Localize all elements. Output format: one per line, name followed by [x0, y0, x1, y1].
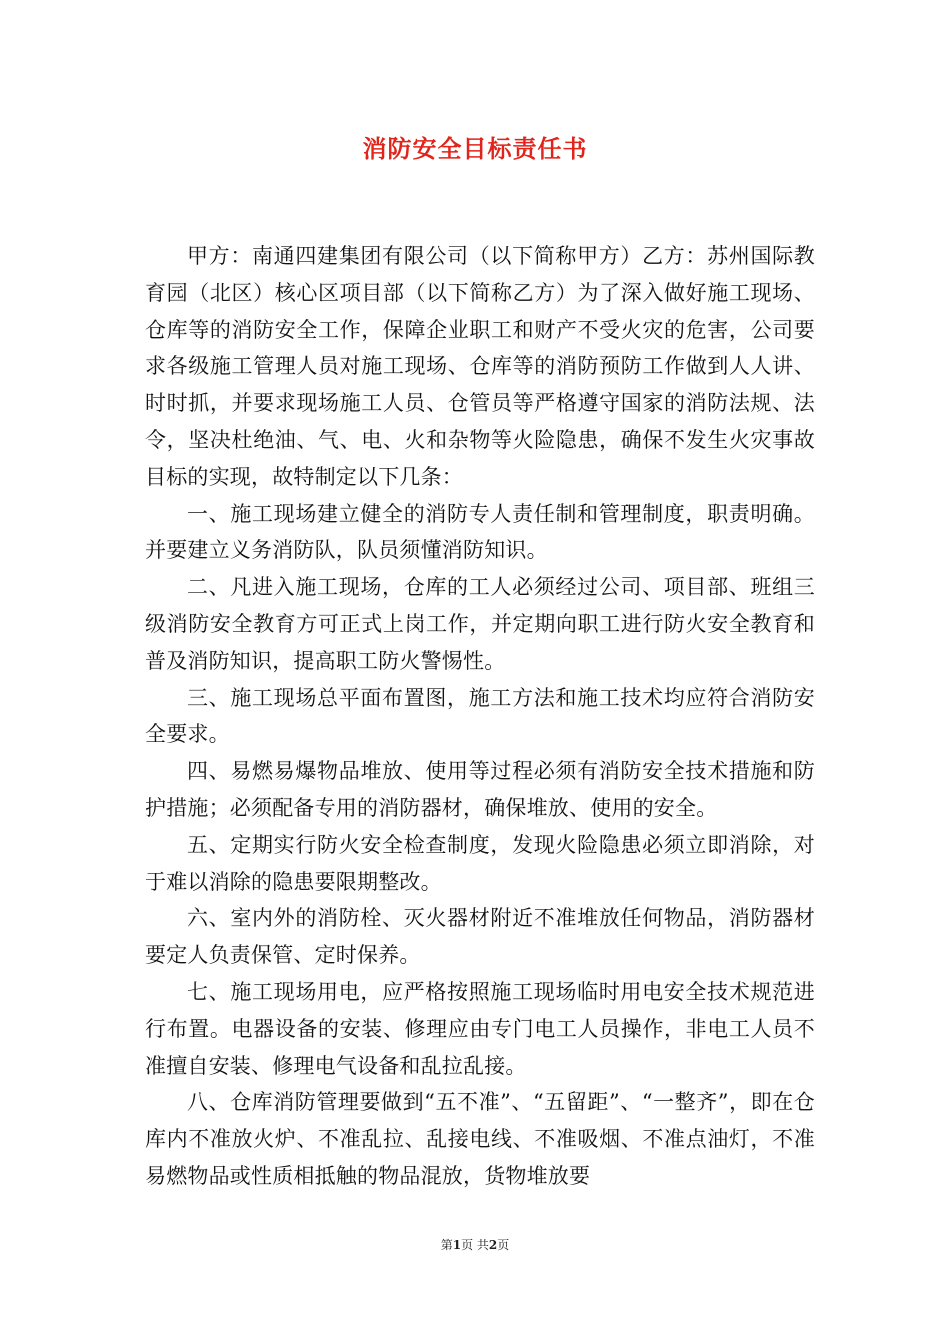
page-number-middle: 页 共 [461, 1238, 489, 1252]
page-number-footer [0, 1237, 950, 1253]
page-number-suffix: 页 [497, 1238, 510, 1252]
paragraph-clause-5: 五、定期实行防火安全检查制度，发现火险隐患必须立即消除，对于难以消除的隐患要限期整改。 [145, 832, 815, 894]
total-pages-number: 2 [488, 1238, 498, 1252]
paragraph-clause-3: 三、施工现场总平面布置图，施工方法和施工技术均应符合消防安全要求。 [145, 685, 815, 747]
paragraph-clause-2: 二、凡进入施工现场，仓库的工人必须经过公司、项目部、班组三级消防安全教育方可正式上岗工作，并定期向职工进行防火安全教育和普及消防知识，提高职工防火警惕性。 [145, 575, 815, 673]
current-page-number: 1 [452, 1238, 462, 1252]
page-number-prefix: 第 [440, 1238, 453, 1252]
paragraph-clause-4: 四、易燃易爆物品堆放、使用等过程必须有消防安全技术措施和防护措施；必须配备专用的消防器材，确保堆放、使用的安全。 [145, 759, 815, 820]
paragraph-clause-8: 八、仓库消防管理要做到“五不准”、“五留距”、“一整齐”，即在仓库内不准放火炉、不准乱拉、乱接电线、不准吸烟、不准点油灯，不准易燃物品或性质相抵触的物品混放，货物堆放要 [145, 1090, 815, 1188]
paragraph-intro: 甲方：南通四建集团有限公司（以下简称甲方）乙方：苏州国际教育园（北区）核心区项目部（以下简称乙方）为了深入做好施工现场、仓库等的消防安全工作，保障企业职工和财产不受火灾的危害，公司要求各级施工管理人员对施工现场、仓库等的消防预防工作做到人人讲、时时抓，并要求现场施工人员、仓管员等严格遵守国家的消防法规、法令，坚决杜绝油、气、电、火和杂物等火险隐患，确保不发生火灾事故目标的实现，故特制定以下几条： [145, 244, 815, 489]
document-title: 消防安全目标责任书 [362, 134, 588, 163]
document-body [145, 238, 815, 1195]
paragraph-clause-7: 七、施工现场用电，应严格按照施工现场临时用电安全技术规范进行布置。电器设备的安装、修理应由专门电工人员操作，非电工人员不准擅自安装、修理电气设备和乱拉乱接。 [145, 979, 815, 1078]
paragraph-clause-6: 六、室内外的消防栓、灭火器材附近不准堆放任何物品，消防器材要定人负责保管、定时保养。 [145, 906, 815, 968]
paragraph-clause-1: 一、施工现场建立健全的消防专人责任制和管理制度，职责明确。并要建立义务消防队，队员须懂消防知识。 [145, 501, 815, 563]
